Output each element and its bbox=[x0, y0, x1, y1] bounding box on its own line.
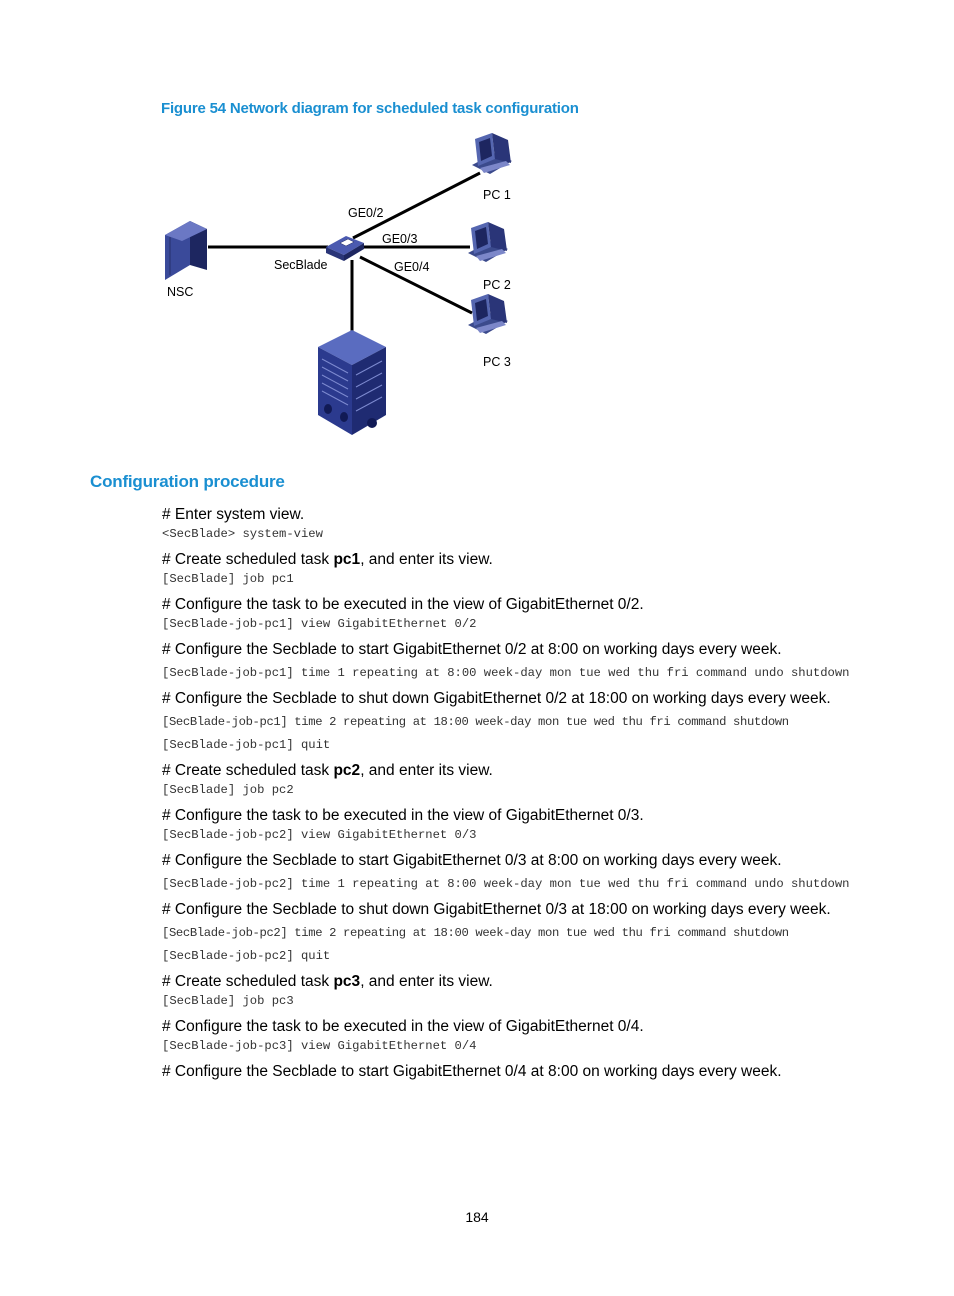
pc3-icon bbox=[468, 294, 508, 334]
label-pc2: PC 2 bbox=[483, 278, 511, 292]
step-text: # Configure the task to be executed in the view of GigabitEthernet 0/4. bbox=[162, 1018, 644, 1035]
code-line: [SecBlade-job-pc1] time 1 repeating at 8:00 week-day mon tue wed thu fri command undo shutdown bbox=[162, 666, 850, 680]
page-number: 184 bbox=[465, 1209, 489, 1225]
step-text: # Configure the Secblade to start GigabitEthernet 0/4 at 8:00 on working days every week. bbox=[162, 1063, 782, 1080]
label-ge04: GE0/4 bbox=[394, 260, 430, 274]
code-line: <SecBlade> system-view bbox=[162, 527, 323, 541]
chassis-icon bbox=[318, 330, 386, 435]
code-line: [SecBlade-job-pc2] time 1 repeating at 8:00 week-day mon tue wed thu fri command undo shutdown bbox=[162, 877, 850, 891]
code-line: [SecBlade-job-pc3] view GigabitEthernet 0/4 bbox=[162, 1039, 477, 1053]
code-line: [SecBlade-job-pc2] time 2 repeating at 18:00 week-day mon tue wed thu fri command shutdown bbox=[162, 926, 789, 940]
step-text: # Configure the task to be executed in the view of GigabitEthernet 0/3. bbox=[162, 807, 644, 824]
step-text: # Configure the Secblade to shut down GigabitEthernet 0/3 at 18:00 on working days every week. bbox=[162, 901, 831, 918]
code-line: [SecBlade-job-pc1] quit bbox=[162, 738, 331, 752]
section-heading: Configuration procedure bbox=[90, 472, 285, 491]
step-text: # Enter system view. bbox=[162, 506, 305, 523]
step-text: # Configure the Secblade to shut down GigabitEthernet 0/2 at 18:00 on working days every week. bbox=[162, 690, 831, 707]
code-line: [SecBlade-job-pc1] view GigabitEthernet 0/2 bbox=[162, 617, 477, 631]
pc2-icon bbox=[468, 222, 508, 262]
code-line: [SecBlade-job-pc2] quit bbox=[162, 949, 331, 963]
step-text: # Configure the Secblade to start GigabitEthernet 0/2 at 8:00 on working days every week. bbox=[162, 641, 782, 658]
label-pc3: PC 3 bbox=[483, 355, 511, 369]
code-line: [SecBlade] job pc2 bbox=[162, 783, 294, 797]
step-text: # Configure the Secblade to start GigabitEthernet 0/3 at 8:00 on working days every week. bbox=[162, 852, 782, 869]
code-line: [SecBlade-job-pc1] time 2 repeating at 18:00 week-day mon tue wed thu fri command shutdown bbox=[162, 715, 789, 729]
procedure-content bbox=[162, 505, 882, 1082]
nsc-server-icon bbox=[165, 221, 207, 280]
secblade-icon bbox=[326, 236, 364, 261]
code-line: [SecBlade] job pc1 bbox=[162, 572, 294, 586]
figure-caption: Figure 54 Network diagram for scheduled task configuration bbox=[161, 100, 579, 117]
pc1-icon bbox=[472, 133, 512, 174]
code-line: [SecBlade-job-pc2] view GigabitEthernet 0/3 bbox=[162, 828, 477, 842]
step-text: # Create scheduled task pc3, and enter its view. bbox=[162, 973, 493, 990]
label-pc1: PC 1 bbox=[483, 188, 511, 202]
step-text: # Configure the task to be executed in the view of GigabitEthernet 0/2. bbox=[162, 596, 644, 613]
label-secblade: SecBlade bbox=[274, 258, 328, 272]
label-ge02: GE0/2 bbox=[348, 206, 384, 220]
label-ge03: GE0/3 bbox=[382, 232, 418, 246]
network-diagram bbox=[150, 125, 570, 445]
code-line: [SecBlade] job pc3 bbox=[162, 994, 294, 1008]
step-text: # Create scheduled task pc2, and enter its view. bbox=[162, 762, 493, 779]
step-text: # Create scheduled task pc1, and enter its view. bbox=[162, 551, 493, 568]
label-nsc: NSC bbox=[167, 285, 194, 299]
